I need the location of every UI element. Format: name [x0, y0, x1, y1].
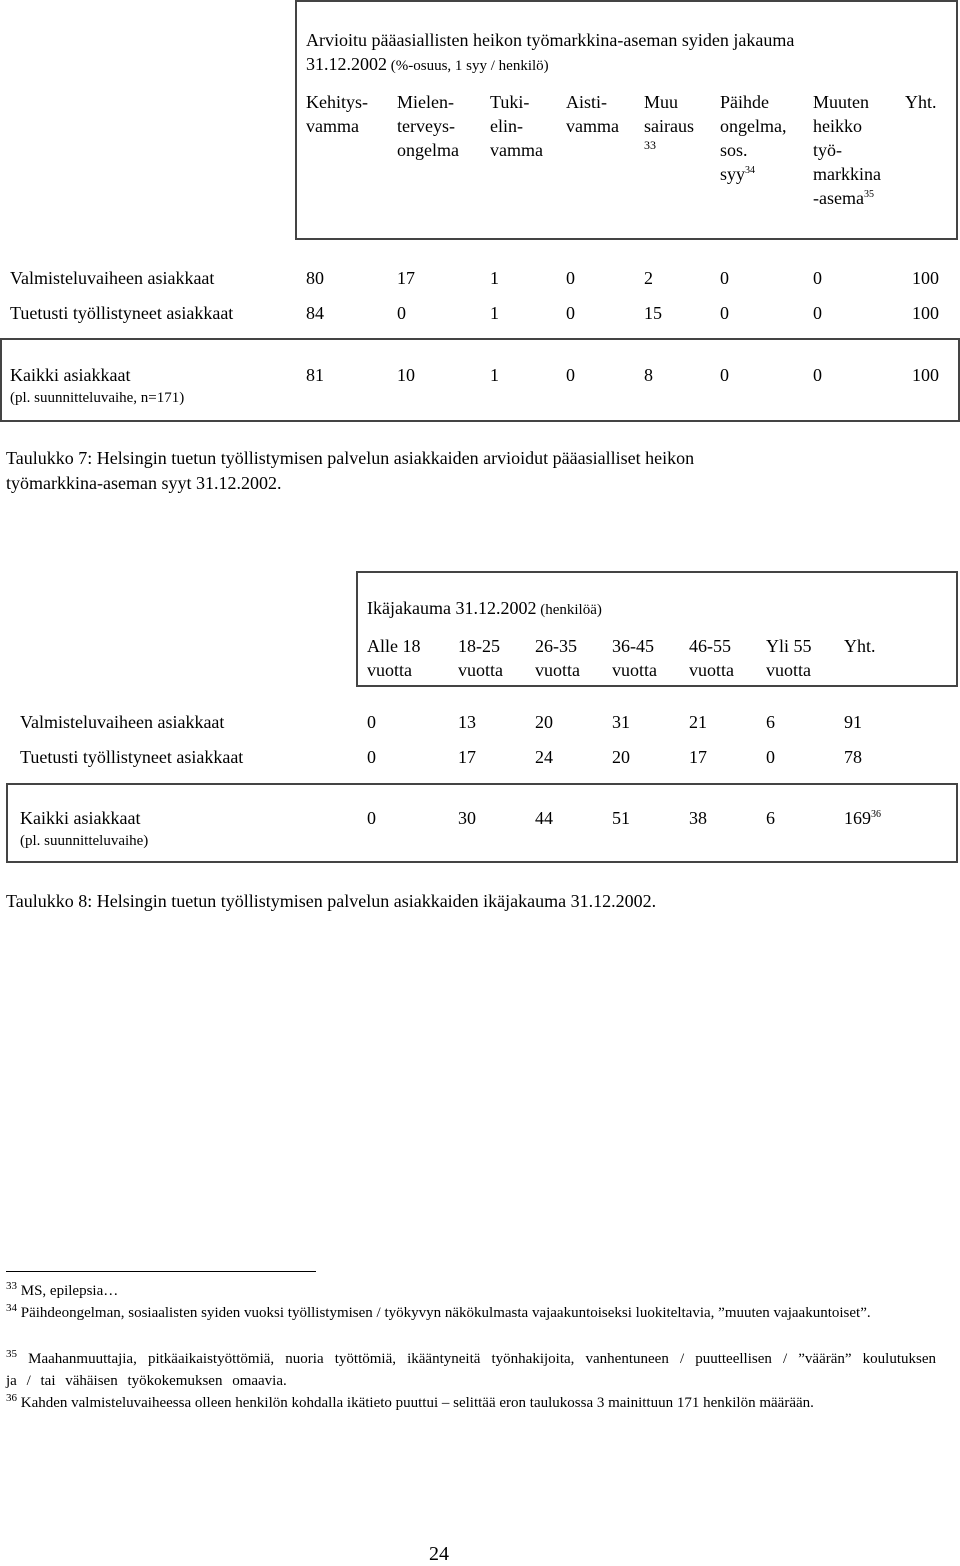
table-7-cell: 0 [720, 303, 729, 323]
table-8-cell: 21 [689, 712, 707, 732]
table-7-caption: Taulukko 7: Helsingin tuetun työllistymisen palvelun asiakkaiden arvioidut pääasialliset heikon työmarkkina-aseman syyt 31.12.2002. [6, 448, 695, 493]
table-7-col-header: Muuten heikko työ- markkina -asema$^{35}$ [813, 92, 881, 208]
table-8-total-cell: 38 [689, 808, 707, 828]
table-8-total-frame [6, 783, 958, 863]
table-8-col-header: 26-35 vuotta [535, 636, 580, 680]
table-8-total-cell: 30 [458, 808, 476, 828]
table-7-col-header: Yht. [905, 92, 937, 112]
table-7-total-cell: 100 [912, 365, 939, 385]
table-7-title-date: 31.12.2002 (%-osuus, 1 syy / henkilö) [306, 54, 549, 74]
footnote-35: $^{35}$ Maahanmuuttajia, pitkäaikaistyöttömiä, nuoria työttömiä, ikääntyneitä työnhakijoita, vanhentuneen / puutteellisen / ”väärän” koulutuksen ja / tai vähäisen työkokemuksen omaavia. [6, 1348, 937, 1389]
table-7-cell: 0 [813, 303, 822, 323]
table-8-cell: 20 [612, 747, 630, 767]
table-8-row-label: Tuetusti työllistyneet asiakkaat [20, 747, 244, 767]
table-7-col-header: Kehitys- vamma [306, 92, 368, 136]
page-number: 24 [429, 1543, 449, 1565]
footnote-ref-36: 36 [871, 809, 881, 820]
table-8-cell: 6 [766, 712, 775, 732]
footnote-33: $^{33}$ MS, epilepsia… [6, 1280, 119, 1299]
table-8-cell: 24 [535, 747, 553, 767]
table-7-cell: 0 [566, 303, 575, 323]
footnote-separator [6, 1271, 316, 1272]
table-7-cell: 0 [397, 303, 406, 323]
table-7-col-header: Tuki- elin- vamma [490, 92, 543, 160]
table-8-cell: 20 [535, 712, 553, 732]
table-8-cell: 17 [458, 747, 476, 767]
table-8-col-header: 18-25 vuotta [458, 636, 503, 680]
table-7-row-label: Tuetusti työllistyneet asiakkaat [10, 303, 234, 323]
table-7-row-label: Valmisteluvaiheen asiakkaat [10, 268, 215, 288]
table-8-total-cell: 6 [766, 808, 775, 828]
table-7-total-cell: 8 [644, 365, 653, 385]
table-8-total-cell: $169^{36}$ [844, 808, 881, 828]
table-8-cell: 13 [458, 712, 476, 732]
table-8-title: Ikäjakauma 31.12.2002 (henkilöä) [367, 598, 602, 618]
table-8-cell: 78 [844, 747, 862, 767]
table-7-total-cell: 1 [490, 365, 499, 385]
table-7-cell: 100 [912, 268, 939, 288]
table-7-total-cell: 81 [306, 365, 324, 385]
table-7-cell: 1 [490, 268, 499, 288]
table-7-cell: 80 [306, 268, 324, 288]
table-7-cell: 1 [490, 303, 499, 323]
table-8-caption: Taulukko 8: Helsingin tuetun työllistymisen palvelun asiakkaiden ikäjakauma 31.12.2002. [6, 891, 657, 911]
table-7-total-cell: 0 [720, 365, 729, 385]
table-7-title: Arvioitu pääasiallisten heikon työmarkkina-aseman syiden jakauma [306, 30, 795, 50]
table-8-total-label: Kaikki asiakkaat [20, 808, 141, 828]
table-7-total-label: Kaikki asiakkaat [10, 365, 131, 385]
table-8-cell: 0 [766, 747, 775, 767]
table-7-cell: 0 [566, 268, 575, 288]
table-7-cell: 84 [306, 303, 324, 323]
table-8-col-header: Yht. [844, 636, 876, 656]
table-7-col-header: Aisti- vamma [566, 92, 619, 136]
table-7-cell: 0 [813, 268, 822, 288]
table-8-col-header: 46-55 vuotta [689, 636, 734, 680]
table-7-cell: 17 [397, 268, 415, 288]
table-7-total-sublabel: (pl. suunnitteluvaihe, n=171) [10, 390, 185, 406]
table-7-cell: 2 [644, 268, 653, 288]
table-7-col-header: Muu sairaus 33 [644, 92, 694, 152]
table-7-col-header: Päihde ongelma, sos. syy$^{34}$ [720, 92, 787, 184]
table-8-header-frame [356, 571, 958, 687]
table-7-total-cell: 10 [397, 365, 415, 385]
table-8-cell: 0 [367, 747, 376, 767]
table-8-col-header: Yli 55 vuotta [766, 636, 812, 680]
table-8-cell: 0 [367, 712, 376, 732]
table-8-cell: 31 [612, 712, 630, 732]
table-7-cell: 100 [912, 303, 939, 323]
table-8-total-cell: 51 [612, 808, 630, 828]
table-7-col-header: Mielen- terveys- ongelma [397, 92, 459, 160]
table-8-row-label: Valmisteluvaiheen asiakkaat [20, 712, 225, 732]
table-7-total-cell: 0 [566, 365, 575, 385]
table-7-cell: 0 [720, 268, 729, 288]
table-8-col-header: 36-45 vuotta [612, 636, 657, 680]
table-8-cell: 17 [689, 747, 707, 767]
footnote-34: $^{34}$ Päihdeongelman, sosiaalisten syiden vuoksi työllistymisen / työkyvyn näkökulmasta vajaakuntoiseksi luokiteltavia, ”muuten vajaakuntoiset”. [6, 1302, 871, 1321]
table-7-cell: 15 [644, 303, 662, 323]
footnote-36: $^{36}$ Kahden valmisteluvaiheessa olleen henkilön kohdalla ikätieto puuttui – selittää eron taulukossa 3 mainittuun 171 henkilön määrään. [6, 1392, 814, 1411]
table-8-total-cell: 44 [535, 808, 553, 828]
table-8-col-header: Alle 18 vuotta [367, 636, 421, 680]
table-7-total-cell: 0 [813, 365, 822, 385]
table-8-total-cell: 0 [367, 808, 376, 828]
table-8-cell: 91 [844, 712, 862, 732]
table-8-total-sublabel: (pl. suunnitteluvaihe) [20, 833, 149, 849]
